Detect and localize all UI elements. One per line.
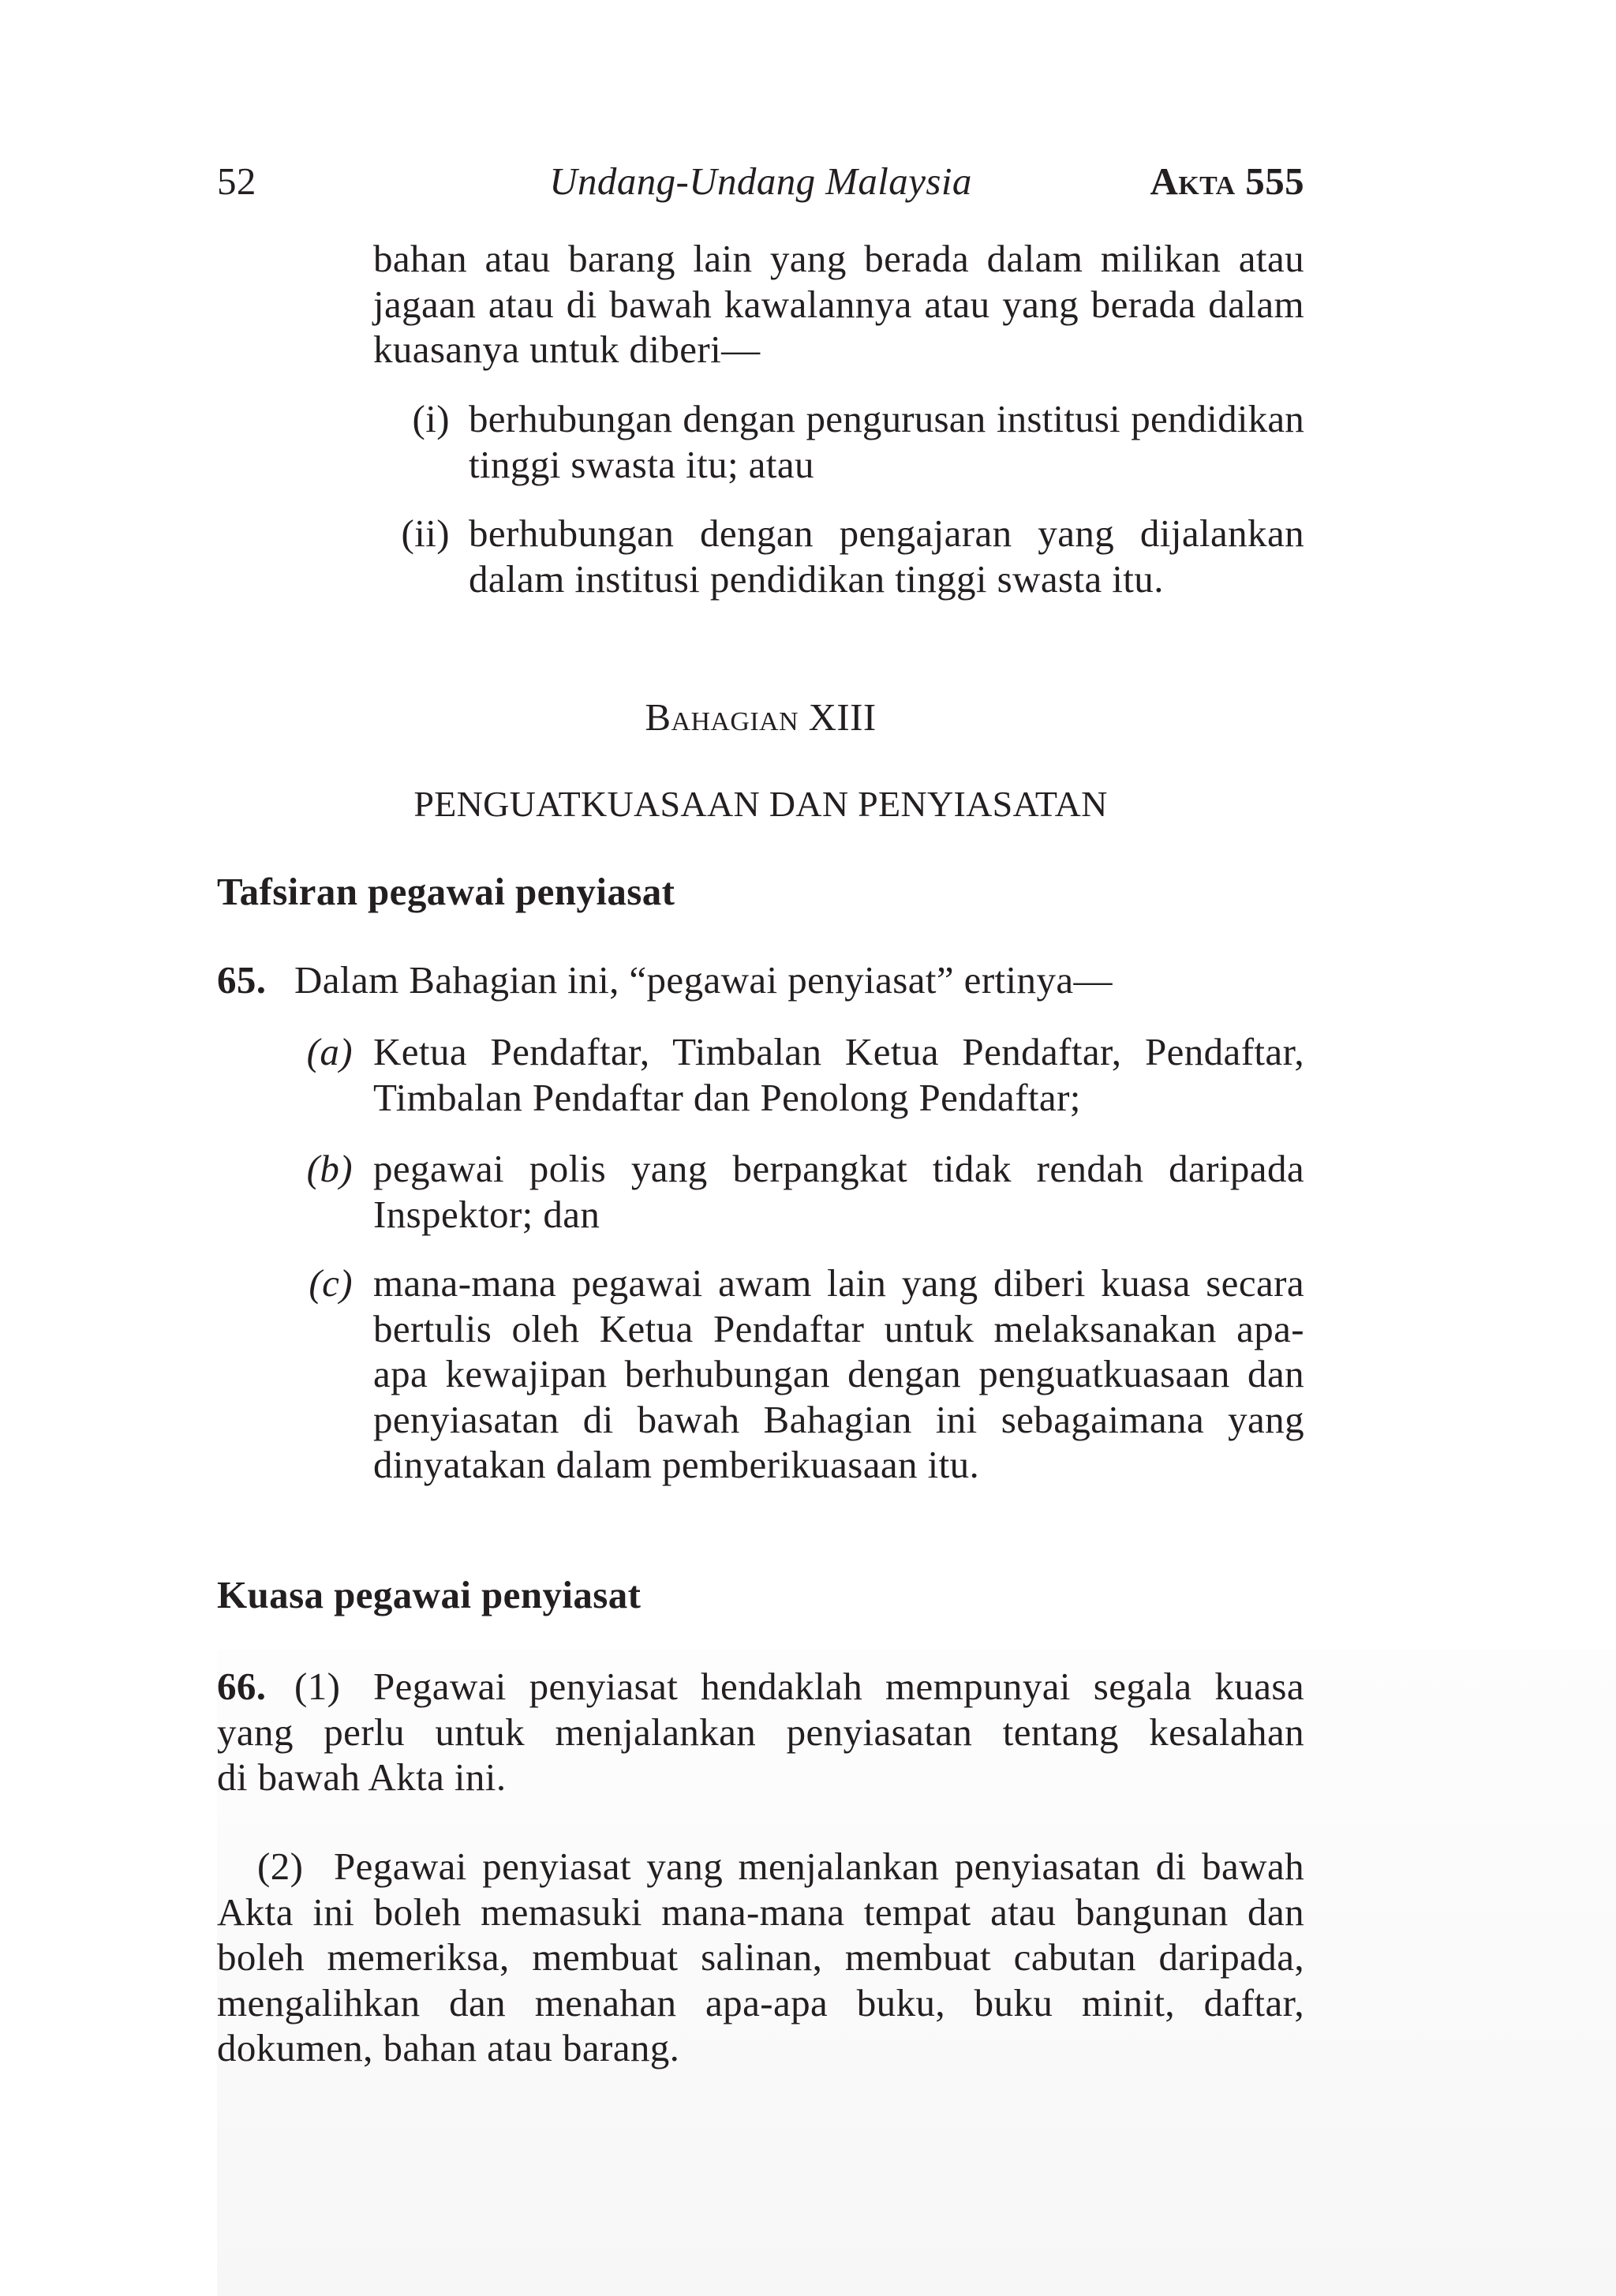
paragraph-line: Ketua Pendaftar, Timbalan Ketua Pendaftar, Pendaftar,: [373, 1030, 1304, 1073]
paragraph-line: Inspektor; dan: [373, 1192, 600, 1236]
paragraph-line: Akta ini boleh memasuki mana-mana tempat atau bangunan dan: [217, 1890, 1304, 1934]
list-item-label: (b): [306, 1147, 353, 1190]
section-number: 66.: [217, 1665, 267, 1708]
paragraph-line: Pegawai penyiasat yang menjalankan penyiasatan di bawah: [334, 1845, 1304, 1888]
subsection-label: (1): [294, 1665, 341, 1708]
list-item-label: (c): [309, 1261, 353, 1305]
part-title: PENGUATKUASAAN DAN PENYIASATAN: [413, 784, 1108, 824]
paragraph-line: apa kewajipan berhubungan dengan penguatkuasaan dan: [373, 1352, 1304, 1395]
paragraph-line: dalam institusi pendidikan tinggi swasta itu.: [469, 556, 1164, 601]
paragraph-line: bertulis oleh Ketua Pendaftar untuk melaksanakan apa-: [373, 1306, 1304, 1350]
paragraph-line: jagaan atau di bawah kawalannya atau yang berada dalam: [373, 282, 1304, 326]
part-label: Bahagian: [645, 695, 799, 739]
paragraph-line: tinggi swasta itu; atau: [469, 442, 814, 486]
paragraph-line: dinyatakan dalam pemberikuasaan itu.: [373, 1443, 980, 1486]
part-heading: [217, 695, 1304, 740]
paragraph-line: Pegawai penyiasat hendaklah mempunyai segala kuasa: [373, 1665, 1304, 1708]
paragraph-line: berhubungan dengan pengajaran yang dijalankan: [469, 511, 1304, 555]
list-item-label: (a): [306, 1030, 353, 1073]
paragraph-line: dokumen, bahan atau barang.: [217, 2026, 680, 2069]
list-item-label: (i): [412, 397, 450, 440]
list-item-label: (ii): [401, 511, 450, 555]
section-heading: Kuasa pegawai penyiasat: [217, 1573, 642, 1616]
section-number: 65.: [217, 958, 267, 1002]
act-number: 555: [1245, 159, 1304, 203]
subsection-label: (2): [257, 1845, 304, 1888]
paragraph-line: penyiasatan di bawah Bahagian ini sebagaimana yang: [373, 1397, 1304, 1441]
paragraph-line: Timbalan Pendaftar dan Penolong Pendaftar;: [373, 1075, 1081, 1119]
paragraph-line: boleh memeriksa, membuat salinan, membuat cabutan daripada,: [217, 1935, 1304, 1979]
paragraph-line: yang perlu untuk menjalankan penyiasatan tentang kesalahan: [217, 1710, 1304, 1754]
paragraph-line: mana-mana pegawai awam lain yang diberi kuasa secara: [373, 1261, 1304, 1305]
paragraph-line: mengalihkan dan menahan apa-apa buku, buku minit, daftar,: [217, 1980, 1304, 2024]
paragraph-line: kuasanya untuk diberi—: [373, 328, 761, 371]
section-lead: Dalam Bahagian ini, “pegawai penyiasat” ertinya—: [294, 958, 1113, 1002]
act-label: Akta: [1150, 159, 1236, 203]
part-number: XIII: [808, 695, 877, 739]
paragraph-line: bahan atau barang lain yang berada dalam milikan atau: [373, 237, 1304, 280]
paragraph-line: berhubungan dengan pengurusan institusi pendidikan: [469, 397, 1304, 440]
page-number: 52: [217, 159, 256, 203]
section-heading: Tafsiran pegawai penyiasat: [217, 870, 675, 913]
running-title: Undang-Undang Malaysia: [549, 159, 972, 203]
act-reference: [217, 159, 1304, 204]
paragraph-line: pegawai polis yang berpangkat tidak rendah daripada: [373, 1147, 1304, 1190]
paragraph-line: di bawah Akta ini.: [217, 1755, 507, 1799]
